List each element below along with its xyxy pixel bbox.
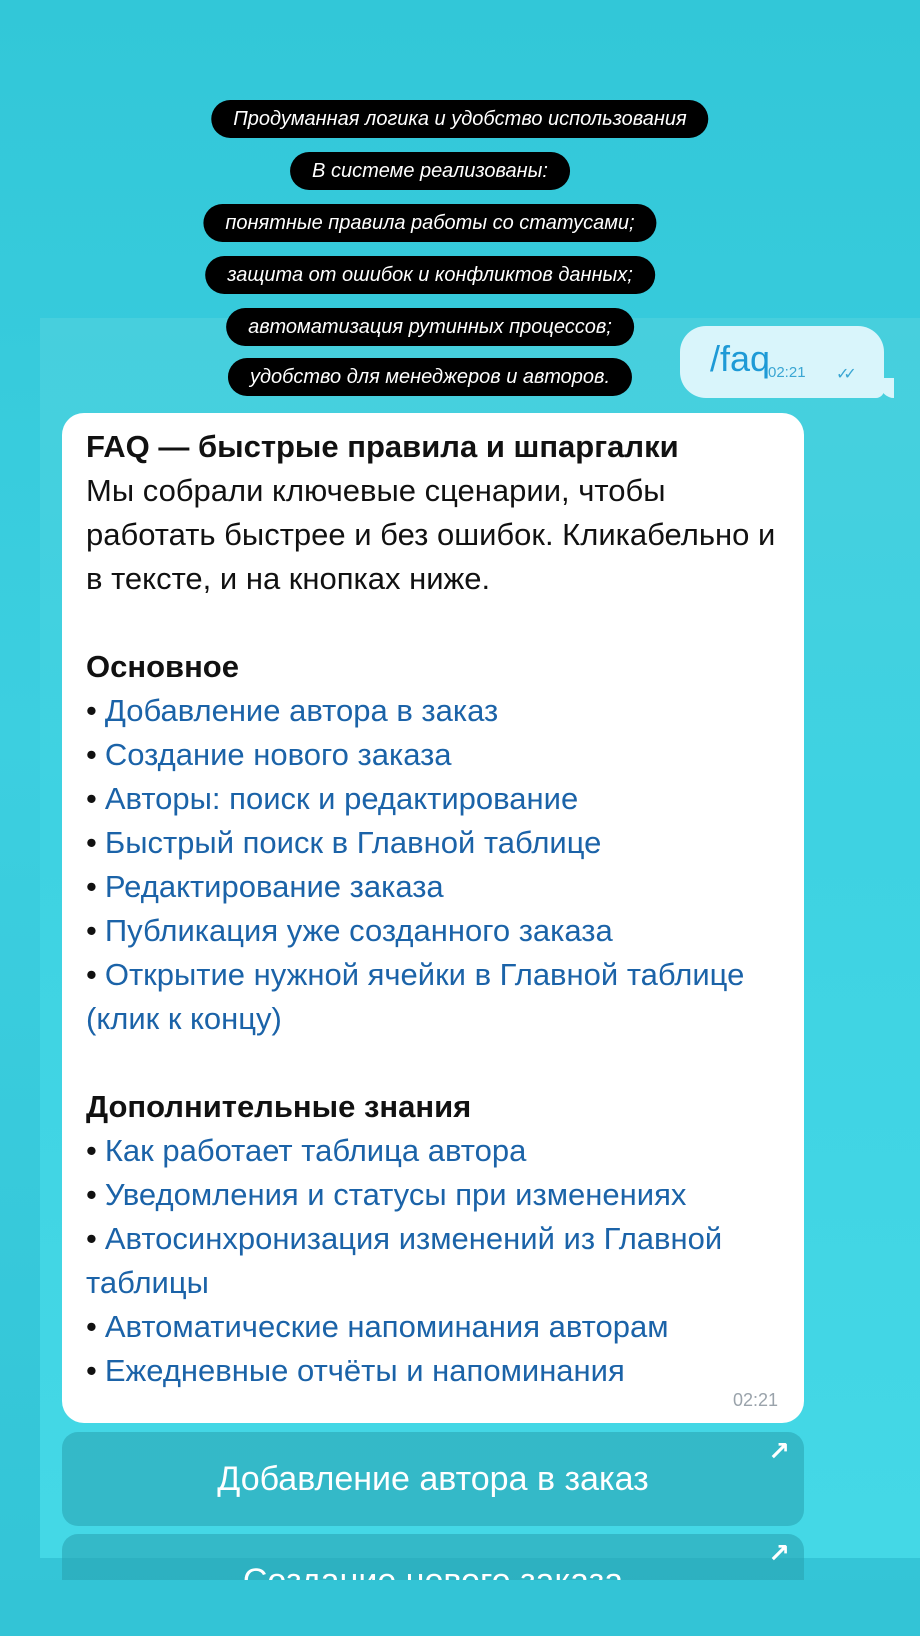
faq-link-item[interactable]: • Как работает таблица автора bbox=[86, 1133, 527, 1168]
faq-link-item[interactable]: • Открытие нужной ячейки в Главной таблице (клик к концу) bbox=[86, 957, 745, 1036]
incoming-message[interactable] bbox=[62, 413, 804, 1423]
faq-link-item[interactable]: • Редактирование заказа bbox=[86, 869, 444, 904]
faq-link-item[interactable]: • Автосинхронизация изменений из Главной таблицы bbox=[86, 1221, 723, 1300]
outgoing-message[interactable] bbox=[680, 326, 884, 398]
bottom-background bbox=[0, 1580, 920, 1636]
double-check-icon: ✓✓ bbox=[836, 366, 851, 383]
message-time: 02:21 bbox=[732, 1390, 778, 1410]
faq-link-item[interactable]: • Ежедневные отчёты и напоминания bbox=[86, 1353, 625, 1388]
section-title-extra: Дополнительные знания bbox=[86, 1089, 472, 1124]
arrow-up-right-icon: ↗ bbox=[768, 1436, 790, 1466]
outgoing-message-time: 02:21 bbox=[768, 364, 806, 381]
caption-pill: удобство для менеджеров и авторов. bbox=[228, 358, 632, 396]
inline-button-add-author[interactable] bbox=[62, 1432, 804, 1526]
faq-link-item[interactable]: • Авторы: поиск и редактирование bbox=[86, 781, 579, 816]
faq-link-item[interactable]: • Уведомления и статусы при изменениях bbox=[86, 1177, 687, 1212]
faq-link-item[interactable]: • Автоматические напоминания авторам bbox=[86, 1309, 669, 1344]
faq-link-item[interactable]: • Создание нового заказа bbox=[86, 737, 452, 772]
section-title-main: Основное bbox=[86, 649, 239, 684]
caption-pill: Продуманная логика и удобство использования bbox=[211, 100, 708, 138]
caption-pill: понятные правила работы со статусами; bbox=[203, 204, 656, 242]
faq-link-item[interactable]: • Добавление автора в заказ bbox=[86, 693, 499, 728]
caption-pill: защита от ошибок и конфликтов данных; bbox=[205, 256, 655, 294]
outgoing-message-text: /faq bbox=[710, 338, 771, 379]
caption-pill: автоматизация рутинных процессов; bbox=[226, 308, 634, 346]
arrow-up-right-icon: ↗ bbox=[768, 1538, 790, 1568]
message-title: FAQ — быстрые правила и шпаргалки bbox=[86, 429, 679, 464]
message-intro: Мы собрали ключевые сценарии, чтобы работать быстрее и без ошибок. Кликабельно и в тексте, и на кнопках ниже. bbox=[86, 473, 776, 596]
caption-pill: В системе реализованы: bbox=[290, 152, 570, 190]
faq-link-item[interactable]: • Быстрый поиск в Главной таблице bbox=[86, 825, 602, 860]
faq-link-item[interactable]: • Публикация уже созданного заказа bbox=[86, 913, 613, 948]
inline-button-label: Добавление автора в заказ bbox=[217, 1460, 649, 1498]
